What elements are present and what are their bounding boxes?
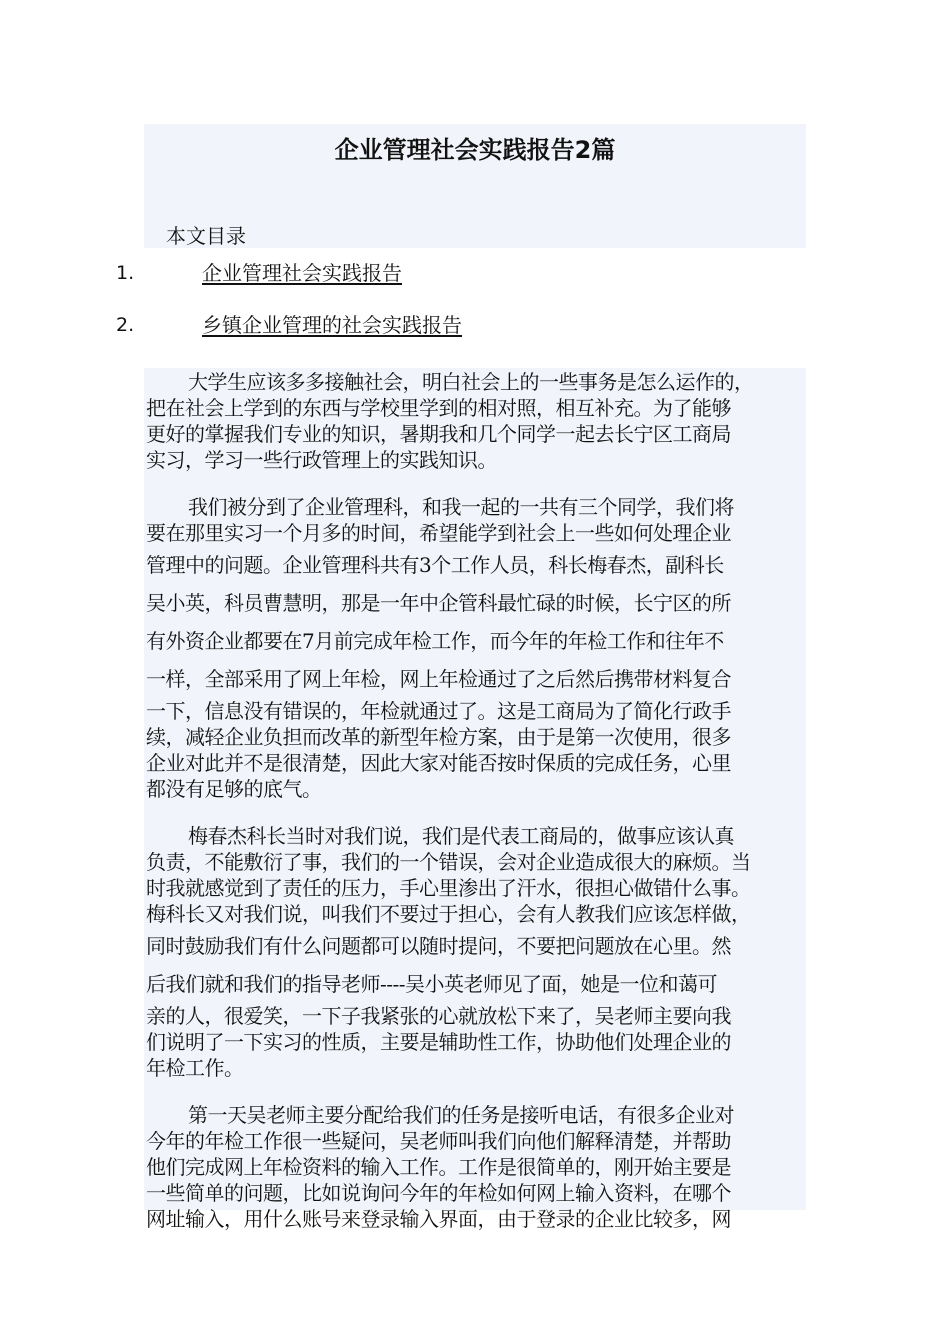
text-line: 要在那里实习一个月多的时间，希望能学到社会上一些如何处理企业 — [146, 521, 731, 545]
text-line: 实习，学习一些行政管理上的实践知识。 — [146, 448, 497, 472]
text-line: 一下，信息没有错误的，年检就通过了。这是工商局为了简化行政手 — [146, 699, 731, 723]
text-line: 第一天吴老师主要分配给我们的任务是接听电话，有很多企业对 — [188, 1103, 734, 1127]
text-line: 企业对此并不是很清楚，因此大家对能否按时保质的完成任务，心里 — [146, 751, 731, 775]
toc-heading: 本文目录 — [166, 224, 246, 248]
toc-link-township-report[interactable]: 乡镇企业管理的社会实践报告 — [202, 313, 462, 337]
text-line: 大学生应该多多接触社会，明白社会上的一些事务是怎么运作的， — [188, 370, 754, 394]
text-line: 亲的人，很爱笑，一下子我紧张的心就放松下来了，吴老师主要向我 — [146, 1004, 731, 1028]
text-line: 续，减轻企业负担而改革的新型年检方案，由于是第一次使用，很多 — [146, 725, 731, 749]
text-line: 同时鼓励我们有什么问题都可以随时提问，不要把问题放在心里。然 — [146, 934, 731, 958]
toc-number: 1. — [116, 262, 135, 284]
text-line: 都没有足够的底气。 — [146, 777, 322, 801]
text-line: 我们被分到了企业管理科，和我一起的一共有三个同学，我们将 — [188, 495, 734, 519]
text-line: 们说明了一下实习的性质，主要是辅助性工作，协助他们处理企业的 — [146, 1030, 731, 1054]
text-line: 梅科长又对我们说，叫我们不要过于担心，会有人教我们应该怎样做， — [146, 902, 751, 926]
text-line: 有外资企业都要在7月前完成年检工作，而今年的年检工作和往年不 — [146, 629, 724, 653]
text-line: 吴小英，科员曹慧明，那是一年中企管科最忙碌的时候，长宁区的所 — [146, 591, 731, 615]
text-line: 把在社会上学到的东西与学校里学到的相对照，相互补充。为了能够 — [146, 396, 731, 420]
text-line: 时我就感觉到了责任的压力，手心里渗出了汗水，很担心做错什么事。 — [146, 876, 751, 900]
text-line: 今年的年检工作很一些疑问，吴老师叫我们向他们解释清楚，并帮助 — [146, 1129, 731, 1153]
text-line: 负责，不能敷衍了事，我们的一个错误，会对企业造成很大的麻烦。当 — [146, 850, 751, 874]
body-text — [146, 369, 808, 1232]
toc-number: 2. — [116, 314, 135, 336]
text-line: 网址输入，用什么账号来登录输入界面，由于登录的企业比较多，网 — [146, 1207, 731, 1231]
text-line: 梅春杰科长当时对我们说，我们是代表工商局的，做事应该认真 — [188, 824, 734, 848]
text-line: 一样，全部采用了网上年检，网上年检通过了之后然后携带材料复合 — [146, 667, 731, 691]
toc-link-enterprise-report[interactable]: 企业管理社会实践报告 — [202, 261, 402, 285]
text-line: 更好的掌握我们专业的知识，暑期我和几个同学一起去长宁区工商局 — [146, 422, 731, 446]
text-line: 一些简单的问题，比如说询问今年的年检如何网上输入资料，在哪个 — [146, 1181, 731, 1205]
text-line: 年检工作。 — [146, 1056, 244, 1080]
text-line: 他们完成网上年检资料的输入工作。工作是很简单的，刚开始主要是 — [146, 1155, 731, 1179]
text-line: 管理中的问题。企业管理科共有3个工作人员，科长梅春杰，副科长 — [146, 553, 724, 577]
document-title: 企业管理社会实践报告2篇 — [334, 136, 616, 164]
text-line: 后我们就和我们的指导老师----吴小英老师见了面，她是一位和蔼可 — [146, 972, 718, 996]
